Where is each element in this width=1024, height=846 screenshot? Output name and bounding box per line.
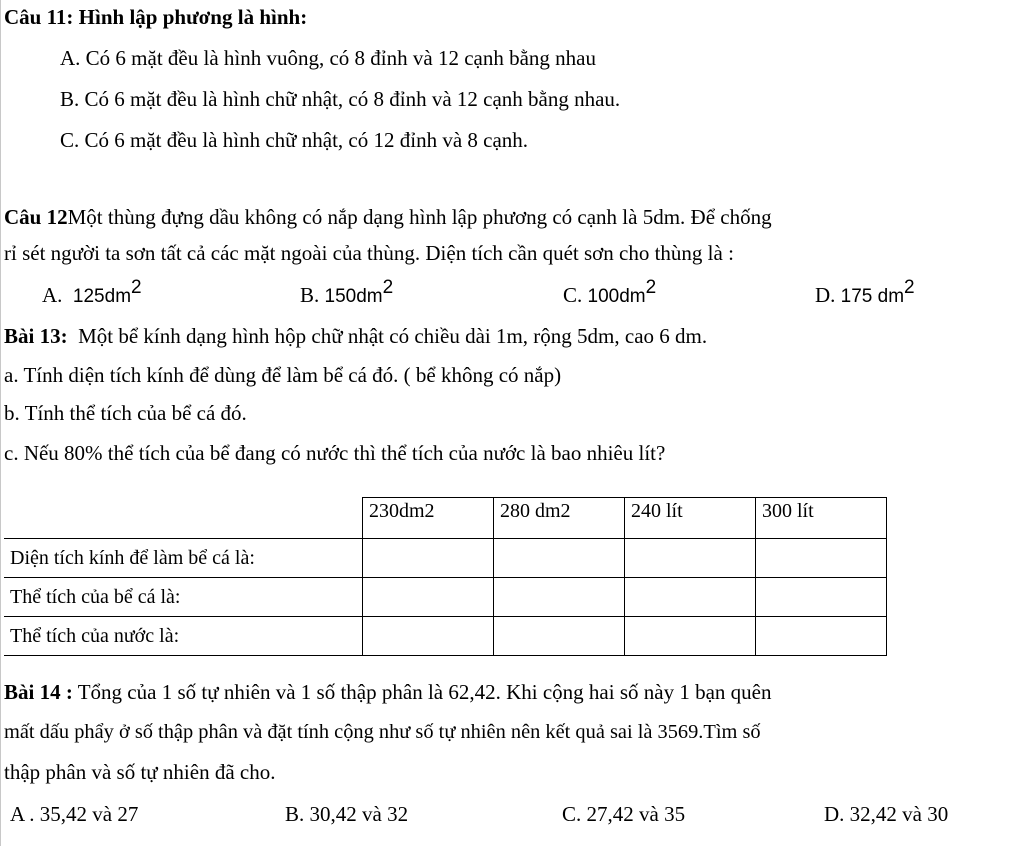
- question-12-option-a: A. $125dm^2$: [42, 277, 142, 307]
- exercise-14-line-2: mất dấu phẩy ở số thập phân và đặt tính cộng như số tự nhiên nên kết quả sai là 3569.Tìm số: [4, 721, 761, 743]
- question-12-label: Câu 12: [4, 205, 68, 229]
- answer-cell[interactable]: [494, 578, 625, 617]
- answer-cell[interactable]: [756, 617, 887, 656]
- question-12-option-c: C. $100dm^2$: [563, 277, 657, 307]
- exercise-13-part-b: b. Tính thể tích của bể cá đó.: [4, 401, 247, 425]
- table-header: 240 lít: [625, 498, 756, 539]
- question-11-option-b: B. Có 6 mặt đều là hình chữ nhật, có 8 đỉnh và 12 cạnh bằng nhau.: [60, 87, 621, 111]
- table-row: [4, 539, 887, 578]
- page-left-border: [0, 0, 1, 846]
- answer-cell[interactable]: [756, 539, 887, 578]
- answer-cell[interactable]: [625, 617, 756, 656]
- table-header: 280 dm2: [494, 498, 625, 539]
- table-corner: [4, 498, 363, 539]
- answer-cell[interactable]: [363, 578, 494, 617]
- table-row: [4, 617, 887, 656]
- exercise-14-line-1: Bài 14 : Tổng của 1 số tự nhiên và 1 số thập phân là 62,42. Khi cộng hai số này 1 bạn quên: [4, 680, 772, 704]
- exercise-13-part-c: c. Nếu 80% thể tích của bể đang có nước thì thể tích của nước là bao nhiêu lít?: [4, 441, 666, 465]
- table-row-label: Thể tích của nước là:: [4, 617, 363, 656]
- question-11-option-c: C. Có 6 mặt đều là hình chữ nhật, có 12 đỉnh và 8 cạnh.: [60, 128, 529, 152]
- table-row-label: Thể tích của bể cá là:: [4, 578, 363, 617]
- question-12-line-1: [4, 204, 772, 230]
- table-header: 230dm2: [363, 498, 494, 539]
- exercise-14-line-3: thập phân và số tự nhiên đã cho.: [4, 760, 276, 784]
- question-12-option-b: B. $150dm^2$: [300, 277, 394, 307]
- exercise-14-option-c: C. 27,42 và 35: [562, 802, 686, 826]
- question-12-option-d: D. 175 $dm^2$: [815, 277, 915, 307]
- table-row-label: Diện tích kính để làm bể cá là:: [4, 539, 363, 578]
- exercise-13-intro: Bài 13: Một bể kính dạng hình hộp chữ nhật có chiều dài 1m, rộng 5dm, cao 6 dm.: [4, 324, 708, 348]
- exercise-13-label: Bài 13:: [4, 324, 68, 348]
- table-header-row: [4, 498, 887, 539]
- exercise-14-label: Bài 14 :: [4, 680, 73, 704]
- exercise-14-option-d: D. 32,42 và 30: [824, 802, 949, 826]
- answer-cell[interactable]: [363, 539, 494, 578]
- exercise-13-part-a: a. Tính diện tích kính để dùng để làm bể cá đó. ( bể không có nắp): [4, 363, 562, 387]
- question-12-line-2: rỉ sét người ta sơn tất cả các mặt ngoài của thùng. Diện tích cần quét sơn cho thùng là :: [4, 241, 734, 265]
- question-11-title: Câu 11: Hình lập phương là hình:: [4, 5, 308, 29]
- answer-cell[interactable]: [625, 578, 756, 617]
- exercise-14-option-b: B. 30,42 và 32: [285, 802, 409, 826]
- answer-cell[interactable]: [756, 578, 887, 617]
- table-header: 300 lít: [756, 498, 887, 539]
- question-11-option-a: A. Có 6 mặt đều là hình vuông, có 8 đỉnh và 12 cạnh bằng nhau: [60, 46, 596, 70]
- exercise-14-option-a: A . 35,42 và 27: [10, 802, 139, 826]
- table-row: [4, 578, 887, 617]
- answer-cell[interactable]: [494, 539, 625, 578]
- question-12-text: Một thùng đựng dầu không có nắp dạng hình lập phương có cạnh là 5dm. Để chống: [67, 205, 772, 229]
- answer-cell[interactable]: [494, 617, 625, 656]
- exercise-13-answer-table: [4, 497, 887, 656]
- answer-cell[interactable]: [625, 539, 756, 578]
- answer-cell[interactable]: [363, 617, 494, 656]
